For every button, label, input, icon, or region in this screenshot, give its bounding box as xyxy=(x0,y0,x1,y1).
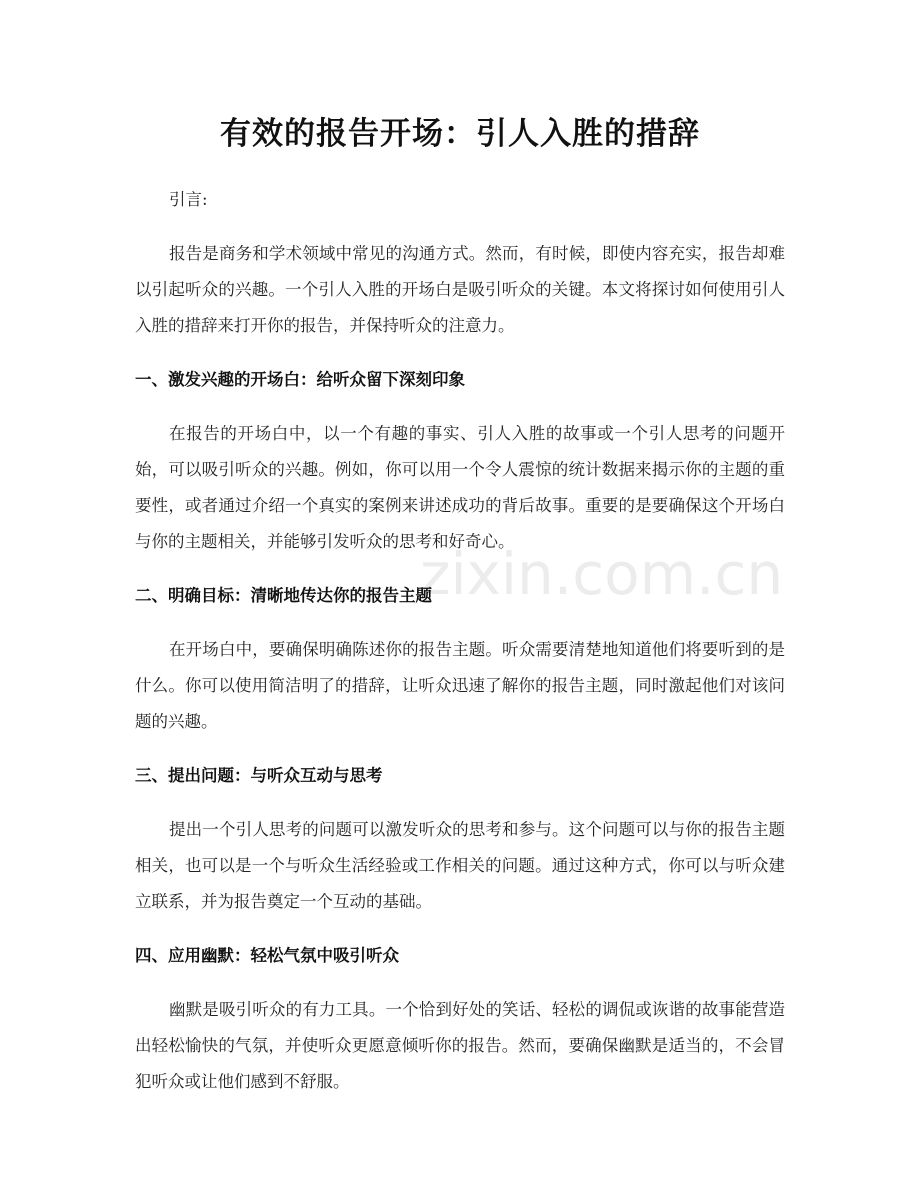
section-body-2: 在开场白中，要确保明确陈述你的报告主题。听众需要清楚地知道他们将要听到的是什么。你可以使用简洁明了的措辞，让听众迅速了解你的报告主题，同时激起他们对该问题的兴趣。 xyxy=(135,640,785,731)
section-heading-3: 三、提出问题：与听众互动与思考 xyxy=(135,766,383,785)
intro-label: 引言: xyxy=(169,190,208,209)
document-body xyxy=(135,182,785,1118)
intro-paragraph: 报告是商务和学术领域中常见的沟通方式。然而，有时候，即使内容充实，报告却难以引起听众的兴趣。一个引人入胜的开场白是吸引听众的关键。本文将探讨如何使用引人入胜的措辞来打开你的报告，并保持听众的注意力。 xyxy=(135,244,785,335)
section-heading-1: 一、激发兴趣的开场白：给听众留下深刻印象 xyxy=(135,370,465,389)
section-body-4: 幽默是吸引听众的有力工具。一个恰到好处的笑话、轻松的调侃或诙谐的故事能营造出轻松愉快的气氛，并使听众更愿意倾听你的报告。然而，要确保幽默是适当的，不会冒犯听众或让他们感到不舒服。 xyxy=(135,1000,785,1091)
document-title: 有效的报告开场：引人入胜的措辞 xyxy=(220,116,700,152)
section-body-3: 提出一个引人思考的问题可以激发听众的思考和参与。这个问题可以与你的报告主题相关，也可以是一个与听众生活经验或工作相关的问题。通过这种方式，你可以与听众建立联系，并为报告奠定一个互动的基础。 xyxy=(135,820,785,911)
section-heading-2: 二、明确目标：清晰地传达你的报告主题 xyxy=(135,586,432,605)
section-heading-4: 四、应用幽默：轻松气氛中吸引听众 xyxy=(135,946,399,965)
section-body-1: 在报告的开场白中，以一个有趣的事实、引人入胜的故事或一个引人思考的问题开始，可以吸引听众的兴趣。例如，你可以用一个令人震惊的统计数据来揭示你的主题的重要性，或者通过介绍一个真实的案例来讲述成功的背后故事。重要的是要确保这个开场白与你的主题相关，并能够引发听众的思考和好奇心。 xyxy=(135,424,785,551)
watermark: zixin.com.cn xyxy=(420,540,784,608)
